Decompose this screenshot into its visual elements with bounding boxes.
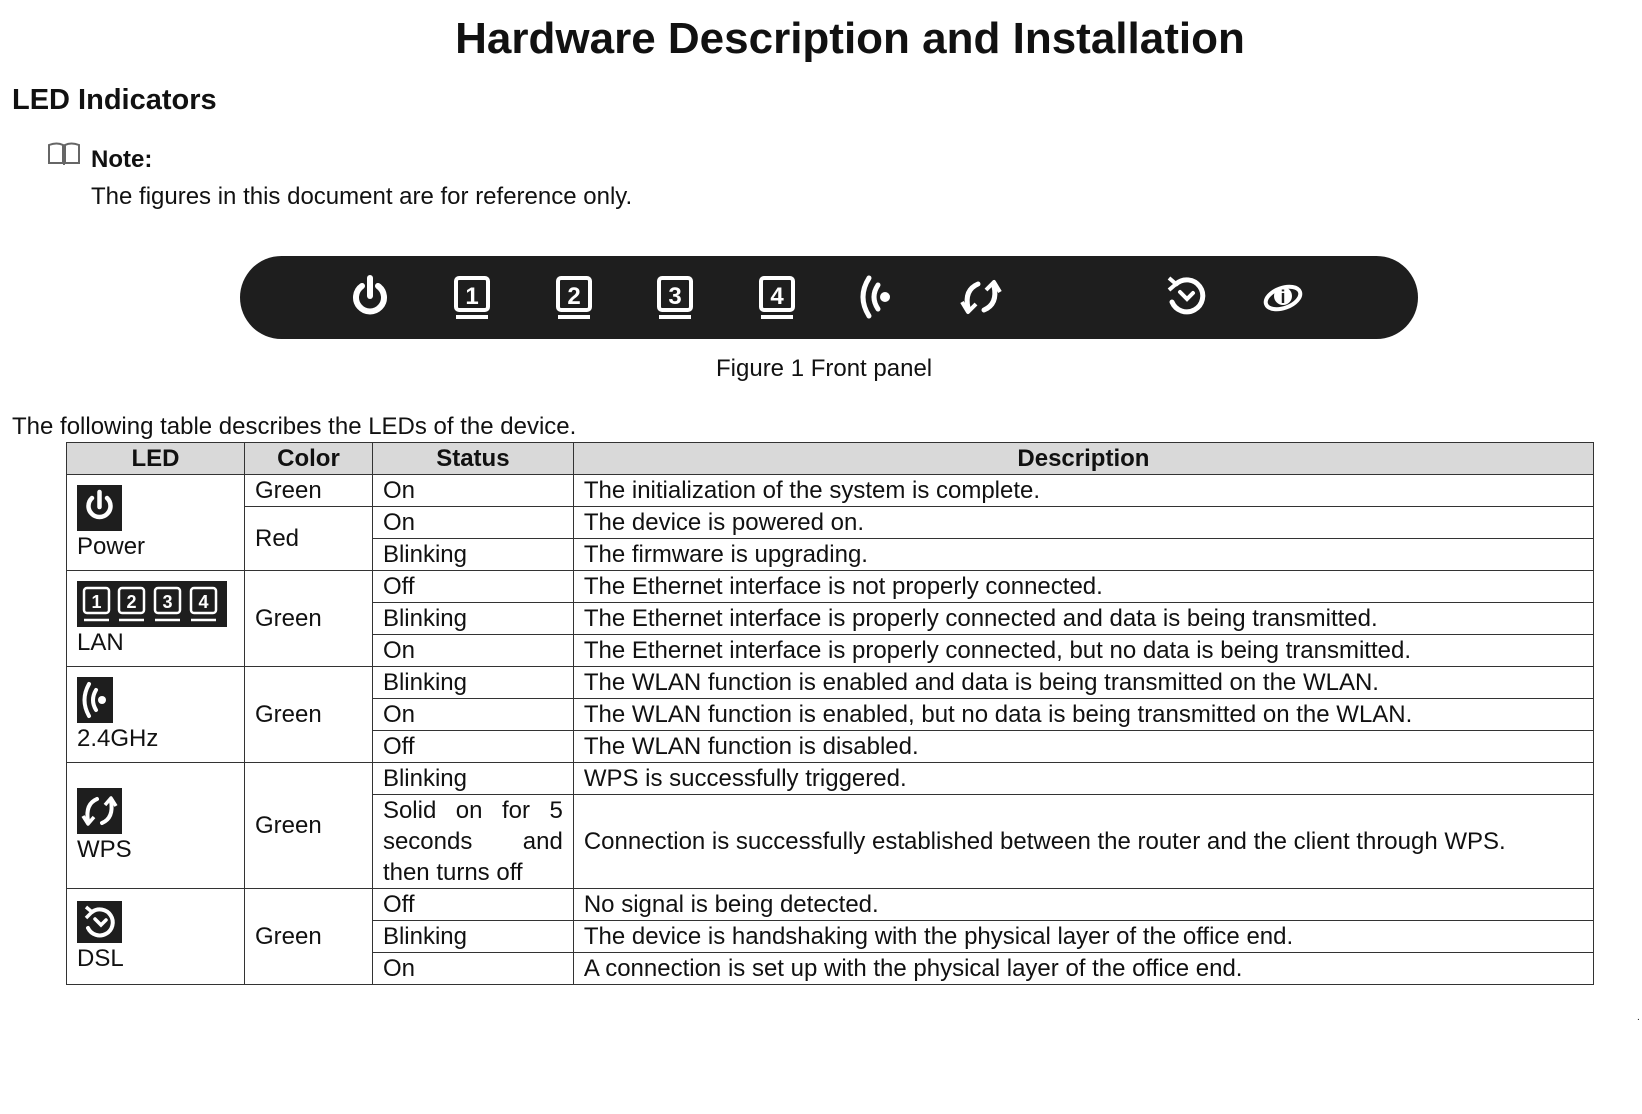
description-cell: The Ethernet interface is properly connected, but no data is being transmitted. (573, 635, 1593, 667)
status-cell: Blinking (372, 763, 573, 795)
led-name: WPS (77, 835, 132, 863)
description-cell: The device is powered on. (573, 507, 1593, 539)
led-cell-wps (67, 763, 245, 889)
description-cell: The WLAN function is enabled and data is being transmitted on the WLAN. (573, 667, 1593, 699)
status-cell: Blinking (372, 667, 573, 699)
color-cell: Green (244, 667, 372, 763)
table-intro: The following table describes the LEDs of the device. (12, 413, 577, 440)
color-cell: Green (244, 571, 372, 667)
status-cell: On (372, 699, 573, 731)
table-row (67, 507, 1594, 539)
led-cell-dsl (67, 889, 245, 985)
lan-4-icon (752, 272, 802, 322)
table-row (67, 667, 1594, 699)
color-cell: Green (244, 889, 372, 985)
lan-1-icon (447, 272, 497, 322)
lan-3-icon (650, 272, 700, 322)
wlan-icon (77, 677, 113, 723)
status-cell: Off (372, 731, 573, 763)
description-cell: The WLAN function is disabled. (573, 731, 1593, 763)
status-cell: On (372, 953, 573, 985)
dsl-icon (1160, 272, 1210, 322)
led-name: Power (77, 532, 146, 560)
table-row (67, 475, 1594, 507)
led-cell-wlan (67, 667, 245, 763)
power-icon (345, 272, 395, 322)
description-cell: The device is handshaking with the physical layer of the office end. (573, 921, 1593, 953)
svg-text:i: i (1280, 287, 1286, 307)
status-cell: Blinking (372, 539, 573, 571)
wps-icon (77, 788, 122, 834)
internet-icon (1258, 272, 1308, 322)
led-name: 2.4GHz (77, 724, 159, 752)
lan-2-icon (549, 272, 599, 322)
svg-text:1: 1 (465, 283, 479, 310)
figure-caption: Figure 1 Front panel (716, 355, 933, 382)
header-status: Status (372, 443, 573, 475)
status-cell: Blinking (372, 603, 573, 635)
wps-icon (956, 272, 1006, 322)
svg-text:2: 2 (126, 591, 137, 612)
status-cell: Off (372, 889, 573, 921)
table-row (67, 571, 1594, 603)
led-name: DSL (77, 944, 124, 972)
section-heading: LED Indicators (12, 84, 217, 116)
description-cell: The initialization of the system is complete. (573, 475, 1593, 507)
color-cell: Green (244, 475, 372, 507)
header-color: Color (244, 443, 372, 475)
description-cell: WPS is successfully triggered. (573, 763, 1593, 795)
description-cell: No signal is being detected. (573, 889, 1593, 921)
status-cell: Blinking (372, 921, 573, 953)
led-table (66, 442, 1594, 985)
color-cell: Red (244, 507, 372, 571)
dsl-icon (77, 901, 122, 943)
status-cell: On (372, 507, 573, 539)
description-cell: The Ethernet interface is properly connected and data is being transmitted. (573, 603, 1593, 635)
svg-text:4: 4 (770, 283, 784, 310)
header-led: LED (67, 443, 245, 475)
description-cell: The WLAN function is enabled, but no data is being transmitted on the WLAN. (573, 699, 1593, 731)
header-description: Description (573, 443, 1593, 475)
led-name: LAN (77, 628, 124, 656)
table-row (67, 763, 1594, 795)
color-cell: Green (244, 763, 372, 889)
description-cell: The Ethernet interface is not properly connected. (573, 571, 1593, 603)
status-cell: Solid on for 5 seconds and then turns off (372, 795, 573, 889)
table-row (67, 889, 1594, 921)
svg-text:4: 4 (198, 591, 209, 612)
wlan-icon (853, 272, 903, 322)
book-icon (47, 141, 81, 167)
status-cell: Off (372, 571, 573, 603)
status-cell: On (372, 635, 573, 667)
description-cell: The firmware is upgrading. (573, 539, 1593, 571)
front-panel (240, 256, 1418, 339)
svg-text:2: 2 (567, 283, 581, 310)
svg-text:1: 1 (91, 591, 102, 612)
note-label: Note: (91, 146, 153, 173)
status-cell: On (372, 475, 573, 507)
stray-mark: . (1637, 1012, 1640, 1023)
svg-text:3: 3 (668, 283, 682, 310)
note-text: The figures in this document are for reference only. (91, 183, 633, 210)
description-cell: A connection is set up with the physical layer of the office end. (573, 953, 1593, 985)
table-header-row (67, 443, 1594, 475)
led-cell-power (67, 475, 245, 571)
page-title: Hardware Description and Installation (455, 14, 1245, 63)
led-cell-lan (67, 571, 245, 667)
lan-icons (77, 581, 227, 627)
svg-text:3: 3 (162, 591, 173, 612)
description-cell: Connection is successfully established between the router and the client through WPS. (573, 795, 1593, 889)
power-icon (77, 485, 122, 531)
